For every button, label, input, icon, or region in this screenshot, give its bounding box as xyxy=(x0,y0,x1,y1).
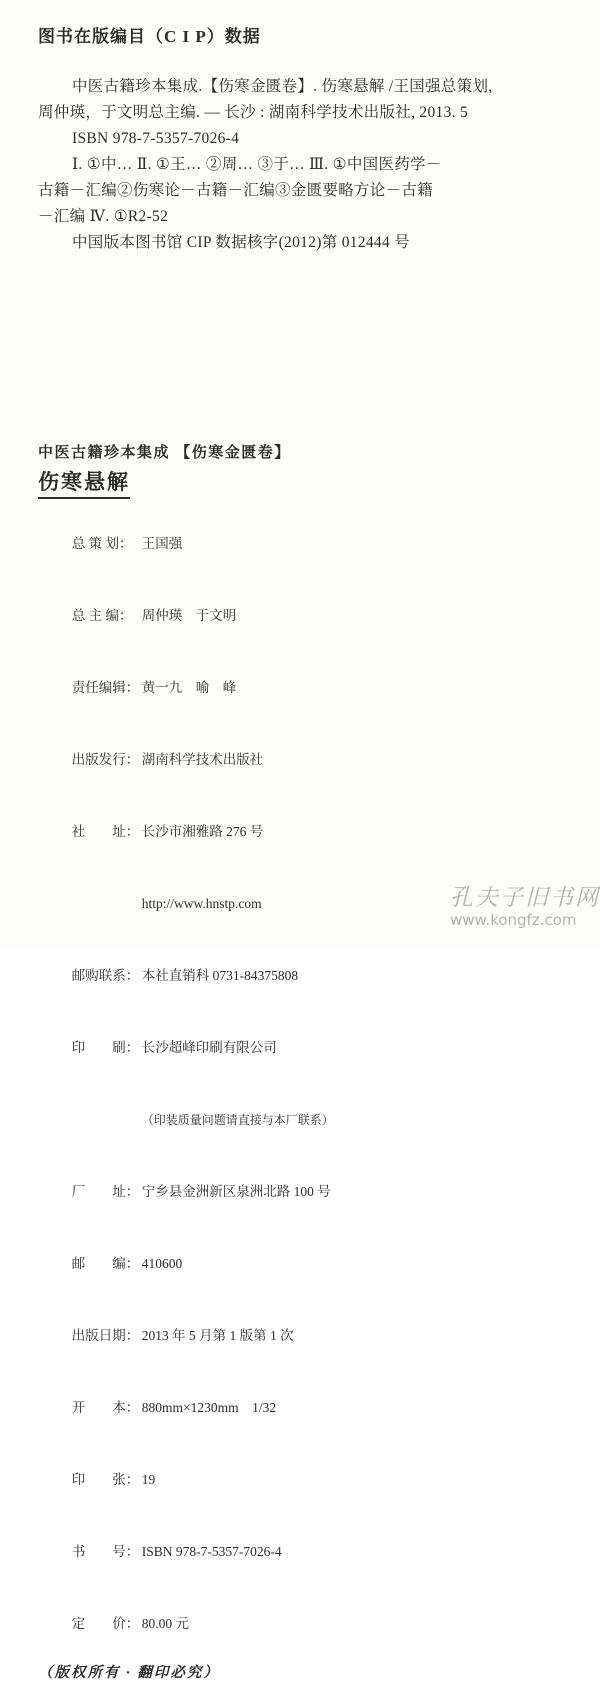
info-row-value: 湖南科学技术出版社 xyxy=(141,752,264,767)
publication-info-row xyxy=(38,508,578,580)
cip-line: Ⅰ. ①中… Ⅱ. ①王… ②周… ③于… Ⅲ. ①中国医药学－ xyxy=(72,156,442,173)
copyright-notice: （版权所有 · 翻印必究） xyxy=(38,1665,220,1681)
info-row-label: 印 刷： xyxy=(71,1040,140,1055)
publication-info-row xyxy=(38,1012,578,1084)
publication-info-row xyxy=(38,796,578,868)
info-row-value: ISBN 978-7-5357-7026-4 xyxy=(141,1544,282,1559)
book-title: 伤寒悬解 xyxy=(38,466,130,499)
colophon-section xyxy=(38,441,578,1682)
info-row-label: 总 策 划： xyxy=(71,536,133,551)
info-row-label: 出版发行： xyxy=(71,752,140,767)
watermark-site-url: www.kongfz.com xyxy=(450,910,577,929)
info-row-label: 邮 编： xyxy=(71,1256,140,1271)
publication-info-list xyxy=(38,508,578,1660)
info-row-value: 黄一九 喻 峰 xyxy=(141,680,237,695)
publication-info-row xyxy=(38,652,578,724)
info-row-label: 责任编辑： xyxy=(71,680,140,695)
info-row-label: 印 张： xyxy=(71,1472,140,1487)
publication-info-row xyxy=(38,580,578,652)
info-row-value: 本社直销科 0731-84375808 xyxy=(141,968,299,983)
info-row-value: 2013 年 5 月第 1 版第 1 次 xyxy=(141,1328,294,1343)
publication-info-row xyxy=(38,1300,578,1372)
cip-record xyxy=(38,74,582,256)
info-row-value: 410600 xyxy=(141,1256,183,1271)
publication-info-row xyxy=(38,1516,578,1588)
publication-info-row xyxy=(38,940,578,1012)
cip-section xyxy=(0,0,600,256)
watermark xyxy=(450,885,600,929)
info-row-label: 厂 址： xyxy=(71,1184,140,1199)
publication-info-row xyxy=(38,1228,578,1300)
cip-line: ISBN 978-7-5357-7026-4 xyxy=(72,130,240,147)
info-row-value: 周仲瑛 于文明 xyxy=(141,608,237,623)
info-row-value: 宁乡县金洲新区泉洲北路 100 号 xyxy=(141,1184,331,1199)
publication-info-row xyxy=(38,1372,578,1444)
info-row-value: 80.00 元 xyxy=(141,1616,189,1631)
watermark-site-name: 孔夫子旧书网 xyxy=(450,885,600,912)
info-row-label: 书 号： xyxy=(71,1544,140,1559)
cip-heading: 图书在版编目（C I P）数据 xyxy=(38,27,261,46)
info-row-value: 长沙超峰印刷有限公司 xyxy=(141,1040,277,1055)
cip-line: 中医古籍珍本集成.【伤寒金匮卷】. 伤寒悬解 /王国强总策划, xyxy=(72,78,493,95)
cip-line: 周仲瑛，于文明总主编. — 长沙 : 湖南科学技术出版社, 2013. 5 xyxy=(38,104,469,121)
info-row-value: 880mm×1230mm 1/32 xyxy=(141,1400,277,1415)
publication-info-row xyxy=(38,1444,578,1516)
series-title: 中医古籍珍本集成 【伤寒金匮卷】 xyxy=(38,445,291,461)
info-row-label: 总 主 编： xyxy=(71,608,133,623)
cip-line: －汇编 Ⅳ. ①R2-52 xyxy=(38,208,169,225)
info-row-label: 出版日期： xyxy=(71,1328,140,1343)
info-row-label: 邮购联系： xyxy=(71,968,140,983)
info-row-label: 定 价： xyxy=(71,1616,140,1631)
publication-info-row xyxy=(38,724,578,796)
info-row-value: 王国强 xyxy=(141,536,183,551)
cip-line: 中国版本图书馆 CIP 数据核字(2012)第 012444 号 xyxy=(72,234,410,251)
info-row-value: 19 xyxy=(141,1472,156,1487)
info-row-value: http://www.hnstp.com xyxy=(141,896,262,911)
info-row-value: 长沙市湘雅路 276 号 xyxy=(141,824,264,839)
publication-info-row xyxy=(38,1156,578,1228)
publication-info-row xyxy=(38,1588,578,1660)
info-row-value: （印装质量问题请直接与本厂联系） xyxy=(141,1113,334,1127)
info-row-label: 开 本： xyxy=(71,1400,140,1415)
publication-info-row xyxy=(38,1084,578,1156)
cip-line: 古籍－汇编②伤寒论－古籍－汇编③金匮要略方论－古籍 xyxy=(38,182,434,199)
info-row-label: 社 址： xyxy=(71,824,140,839)
